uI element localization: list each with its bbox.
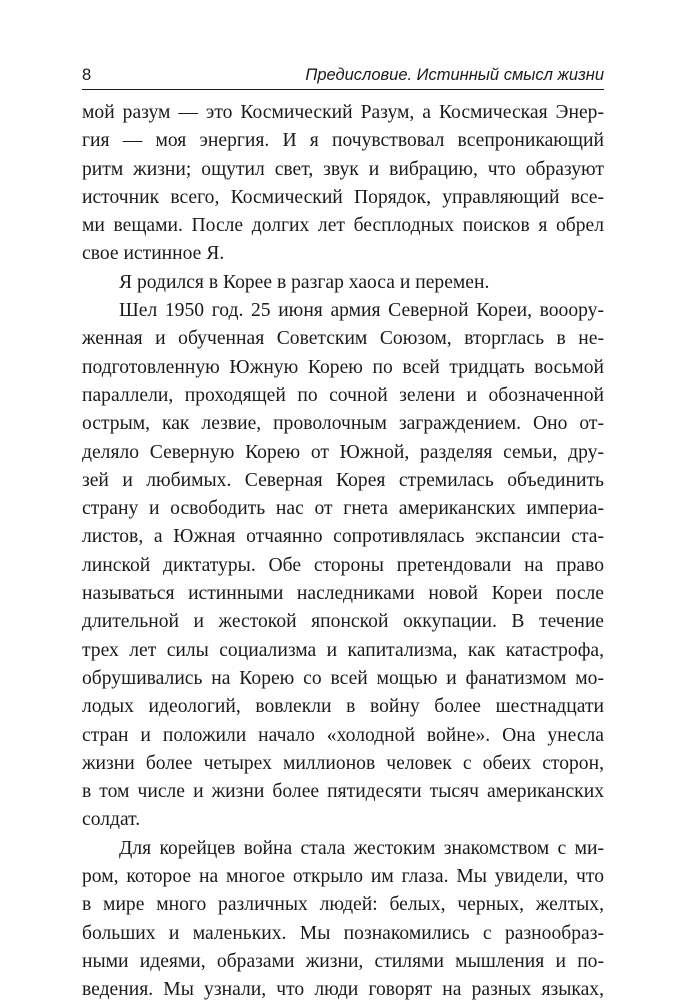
text-line: подготовленную Южную Корею по всей тридцать восьмой [82,356,604,378]
text-line: линской диктатуры. Обе стороны претендовали на право [82,554,604,576]
text-line: длительной и жестокой японской оккупации. В течение [82,611,604,633]
page-header [82,62,604,90]
text-line: мой разум — это Космический Разум, а Космическая Энер- [82,102,604,123]
text-line: в мире много различных людей: белых, черных, желтых, [82,894,604,916]
page-number: 8 [82,66,92,84]
text-line: Для корейцев война стала жестоким знакомством с ми- [119,837,604,859]
text-line: называться истинными наследниками новой Кореи после [82,583,604,605]
text-line: ми вещами. После долгих лет бесплодных поисков я обрел [82,215,604,237]
running-title: Предисловие. Истинный смысл жизни [305,66,604,84]
text-line: лодых идеологий, вовлекли в войну более шестнадцати [82,696,604,718]
header-rule [82,89,604,90]
text-line: ром, которое на многое открыло им глаза. Мы увидели, что [82,866,604,888]
text-line: параллели, проходящей по сочной зелени и обозначенной [82,384,604,406]
text-line: деляло Северную Корею от Южной, разделяя семьи, дру- [82,441,604,463]
text-line: страну и освободить нас от гнета американских империа- [82,498,604,520]
text-line: стран и положили начало «холодной войне». Она унесла [82,724,604,746]
text-line: Я родился в Корее в разгар хаоса и перемен. [119,271,490,293]
text-line: ведения. Мы узнали, что люди говорят на разных языках, [82,979,604,1001]
text-line: свое истинное Я. [82,243,225,265]
text-line: трех лет силы социализма и капитализма, как катастрофа, [82,639,604,661]
body-text [82,99,604,1005]
text-line: Шел 1950 год. 25 июня армия Северной Кореи, вооору- [119,300,604,322]
text-line: солдат. [82,809,141,831]
text-line: листов, а Южная отчаянно сопротивлялась экспансии ста- [82,526,604,548]
text-line: женная и обученная Советским Союзом, вторглась в не- [82,328,604,350]
text-line: гия — моя энергия. И я почувствовал всепроникающий [82,130,604,152]
text-line: больших и маленьких. Мы познакомились с разнообраз- [82,922,604,944]
text-line: жизни более четырех миллионов человек с обеих сторон, [82,752,604,774]
text-line: ритм жизни; ощутил свет, звук и вибрацию, что образуют [82,158,604,180]
text-line: ными идеями, образами жизни, стилями мышления и по- [82,950,604,972]
text-line: источник всего, Космический Порядок, управляющий все- [82,186,604,208]
text-line: острым, как лезвие, проволочным заграждением. Оно от- [82,413,604,435]
text-line: зей и любимых. Северная Корея стремилась объединить [82,469,604,491]
text-line: в том числе и жизни более пятидесяти тысяч американских [82,781,604,803]
text-line: обрушивались на Корею со всей мощью и фанатизмом мо- [82,667,604,689]
